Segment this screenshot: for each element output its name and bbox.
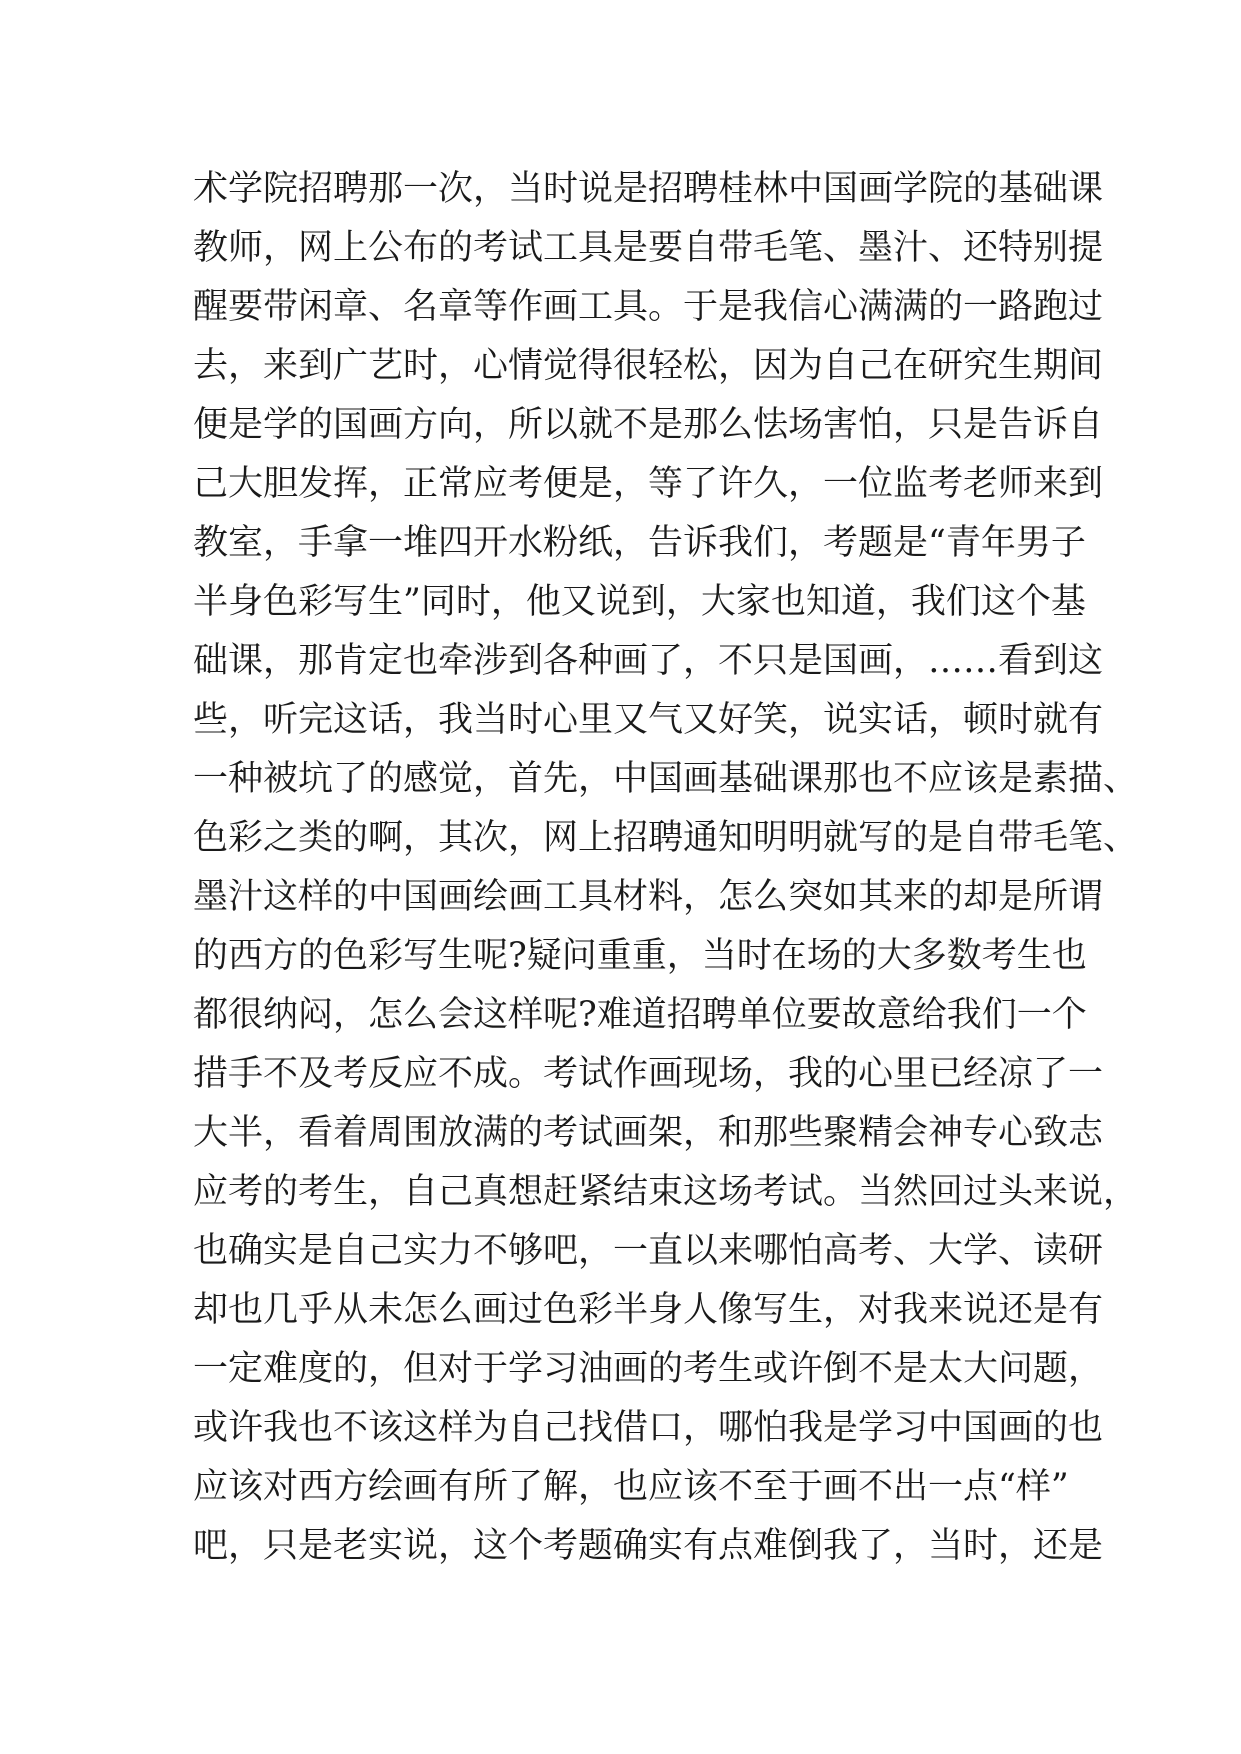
text-line: 些，听完这话，我当时心里又气又好笑，说实话，顿时就有	[193, 700, 1104, 740]
text-line: 教室，手拿一堆四开水粉纸，告诉我们，考题是“青年男子	[193, 523, 1086, 563]
text-line: 应该对西方绘画有所了解，也应该不至于画不出一点“样”	[193, 1467, 1069, 1507]
text-line: 的西方的色彩写生呢?疑问重重，当时在场的大多数考生也	[193, 936, 1087, 976]
text-line: 一种被坑了的感觉，首先，中国画基础课那也不应该是素描、	[193, 759, 1139, 799]
body-text	[193, 160, 1139, 1576]
text-line: 色彩之类的啊，其次，网上招聘通知明明就写的是自带毛笔、	[193, 818, 1139, 858]
text-line: 大半，看着周围放满的考试画架，和那些聚精会神专心致志	[193, 1113, 1104, 1153]
text-line: 便是学的国画方向，所以就不是那么怯场害怕，只是告诉自	[193, 405, 1104, 445]
text-line: 都很纳闷，怎么会这样呢?难道招聘单位要故意给我们一个	[193, 995, 1087, 1035]
text-line: 半身色彩写生”同时，他又说到，大家也知道，我们这个基	[193, 582, 1086, 622]
text-line: 或许我也不该这样为自己找借口，哪怕我是学习中国画的也	[193, 1408, 1104, 1448]
text-line: 措手不及考反应不成。考试作画现场，我的心里已经凉了一	[193, 1054, 1104, 1094]
text-line: 去，来到广艺时，心情觉得很轻松，因为自己在研究生期间	[193, 346, 1104, 386]
text-line: 吧，只是老实说，这个考题确实有点难倒我了，当时，还是	[193, 1526, 1104, 1566]
text-line: 醒要带闲章、名章等作画工具。于是我信心满满的一路跑过	[193, 287, 1104, 327]
text-line: 教师，网上公布的考试工具是要自带毛笔、墨汁、还特别提	[193, 228, 1104, 268]
text-line: 也确实是自己实力不够吧，一直以来哪怕高考、大学、读研	[193, 1231, 1104, 1271]
text-line: 己大胆发挥，正常应考便是，等了许久，一位监考老师来到	[193, 464, 1104, 504]
text-line: 一定难度的，但对于学习油画的考生或许倒不是太大问题，	[193, 1349, 1104, 1389]
text-line: 应考的考生，自己真想赶紧结束这场考试。当然回过头来说，	[193, 1172, 1139, 1212]
text-line: 础课，那肯定也牵涉到各种画了，不只是国画，……看到这	[193, 641, 1104, 681]
text-line: 墨汁这样的中国画绘画工具材料，怎么突如其来的却是所谓	[193, 877, 1104, 917]
text-line: 却也几乎从未怎么画过色彩半身人像写生，对我来说还是有	[193, 1290, 1104, 1330]
text-line: 术学院招聘那一次，当时说是招聘桂林中国画学院的基础课	[193, 169, 1104, 209]
